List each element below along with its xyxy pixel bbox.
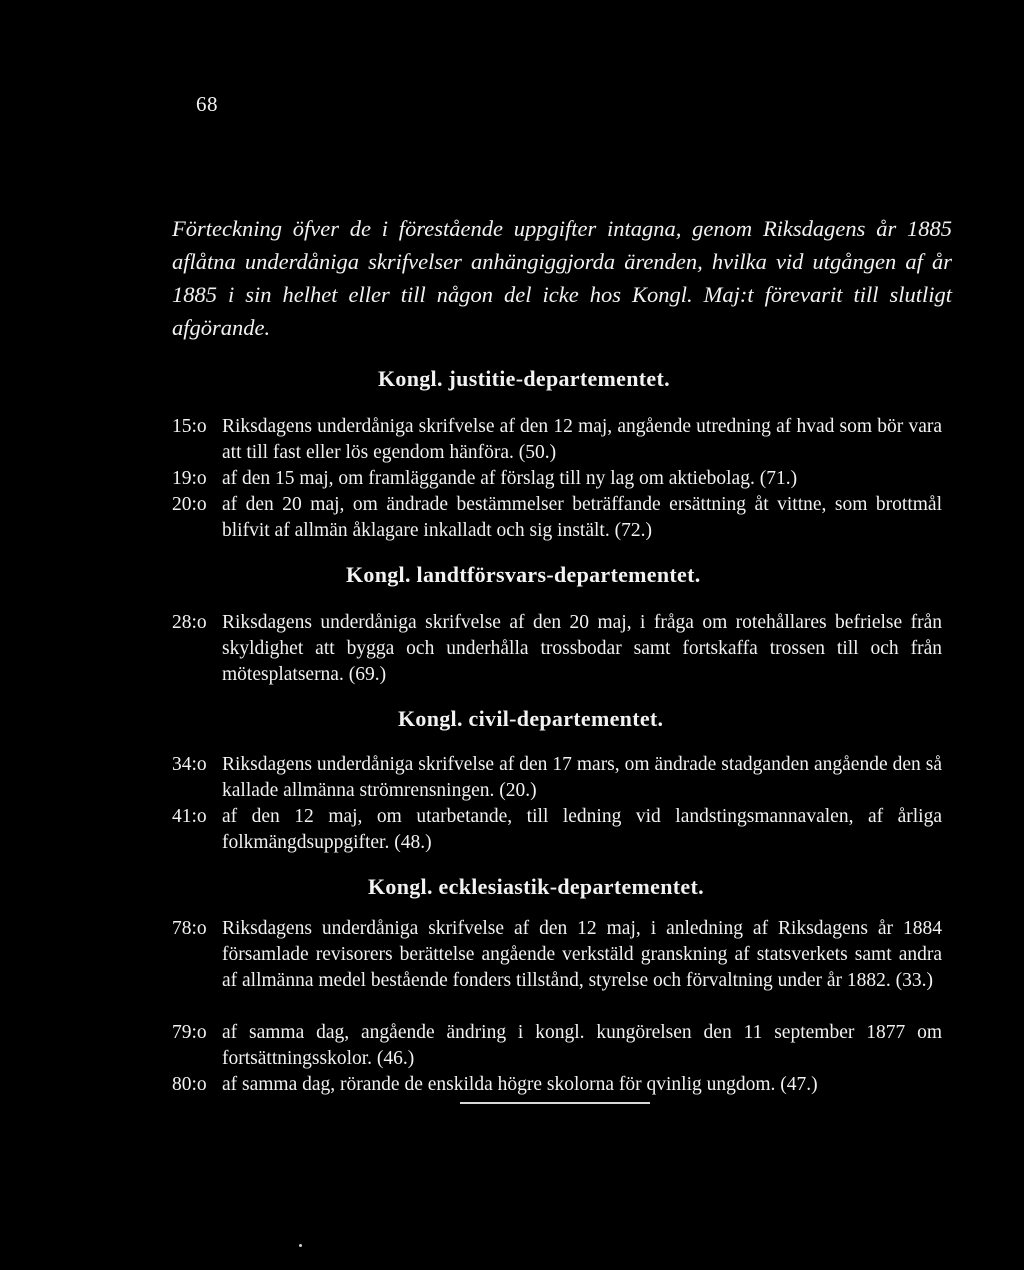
section-heading-landtforsvars: Kongl. landtförsvars-departementet. xyxy=(346,562,701,587)
entry-text: Riksdagens underdåniga skrifvelse af den 17 mars, om ändrade stadganden angående den så kallade allmänna strömrensningen. (20.) xyxy=(222,754,942,802)
entry-41 xyxy=(172,804,942,856)
print-speck xyxy=(299,1244,302,1247)
entry-text: af den 20 maj, om ändrade bestämmelser beträffande ersättning åt vittne, som brottmål blifvit af allmän åklagare inkalladt och sig instält. (72.) xyxy=(222,494,942,542)
entry-text: af den 12 maj, om utarbetande, till ledning vid landstingsmannavalen, af årliga folkmängdsuppgifter. (48.) xyxy=(222,806,942,854)
entry-text: Riksdagens underdåniga skrifvelse af den 12 maj, angående utredning af hvad som bör vara att till fast eller lös egendom hänföra. (50.) xyxy=(222,416,942,464)
entry-15 xyxy=(172,414,942,466)
entry-78 xyxy=(172,916,942,995)
section-heading-civil: Kongl. civil-departementet. xyxy=(398,706,664,731)
closing-rule xyxy=(460,1102,650,1104)
entry-text: af samma dag, rörande de enskilda högre skolorna för qvinlig ungdom. (47.) xyxy=(222,1074,818,1095)
entry-79 xyxy=(172,1020,942,1072)
entry-34 xyxy=(172,752,942,804)
entry-number: 41:o xyxy=(172,806,207,827)
intro-paragraph: Förteckning öfver de i förestående uppgifter intagna, genom Riksdagens år 1885 aflåtna underdåniga skrifvelser anhängiggjorda ärenden, hvilka vid utgången af år 1885 i sin helhet eller till någon del icke hos Kongl. Maj:t förevarit till slutligt afgörande. xyxy=(172,216,952,340)
entry-text: af samma dag, angående ändring i kongl. kungörelsen den 11 september 1877 om fortsättningsskolor. (46.) xyxy=(222,1022,942,1070)
section-heading-ecklesiastik: Kongl. ecklesiastik-departementet. xyxy=(368,874,704,899)
entry-20 xyxy=(172,492,942,544)
entry-number: 28:o xyxy=(172,612,207,633)
entry-number: 79:o xyxy=(172,1022,207,1043)
entry-number: 34:o xyxy=(172,754,207,775)
entry-80 xyxy=(172,1072,942,1098)
entry-text: Riksdagens underdåniga skrifvelse af den 12 maj, i anledning af Riksdagens år 1884 församlade revisorers berättelse angående verkstäld granskning af statsverkets samt andra af allmänna medel bestående fonders tillstånd, styrelse och förvaltning under år 1882. (33.) xyxy=(222,918,942,992)
entry-number: 15:o xyxy=(172,416,207,437)
entry-number: 80:o xyxy=(172,1074,207,1095)
entry-28 xyxy=(172,610,942,689)
entry-text: af den 15 maj, om framläggande af förslag till ny lag om aktiebolag. (71.) xyxy=(222,468,798,489)
entry-19 xyxy=(172,466,942,492)
entry-text: Riksdagens underdåniga skrifvelse af den 20 maj, i fråga om rotehållares befrielse från skyldighet att bygga och underhålla trossbodar samt fortskaffa trossen till och från mötesplatserna. (69.) xyxy=(222,612,942,686)
entry-number: 20:o xyxy=(172,494,207,515)
section-heading-justitie: Kongl. justitie-departementet. xyxy=(378,366,670,391)
entry-number: 78:o xyxy=(172,918,207,939)
entry-number: 19:o xyxy=(172,468,207,489)
page-number: 68 xyxy=(196,92,218,116)
